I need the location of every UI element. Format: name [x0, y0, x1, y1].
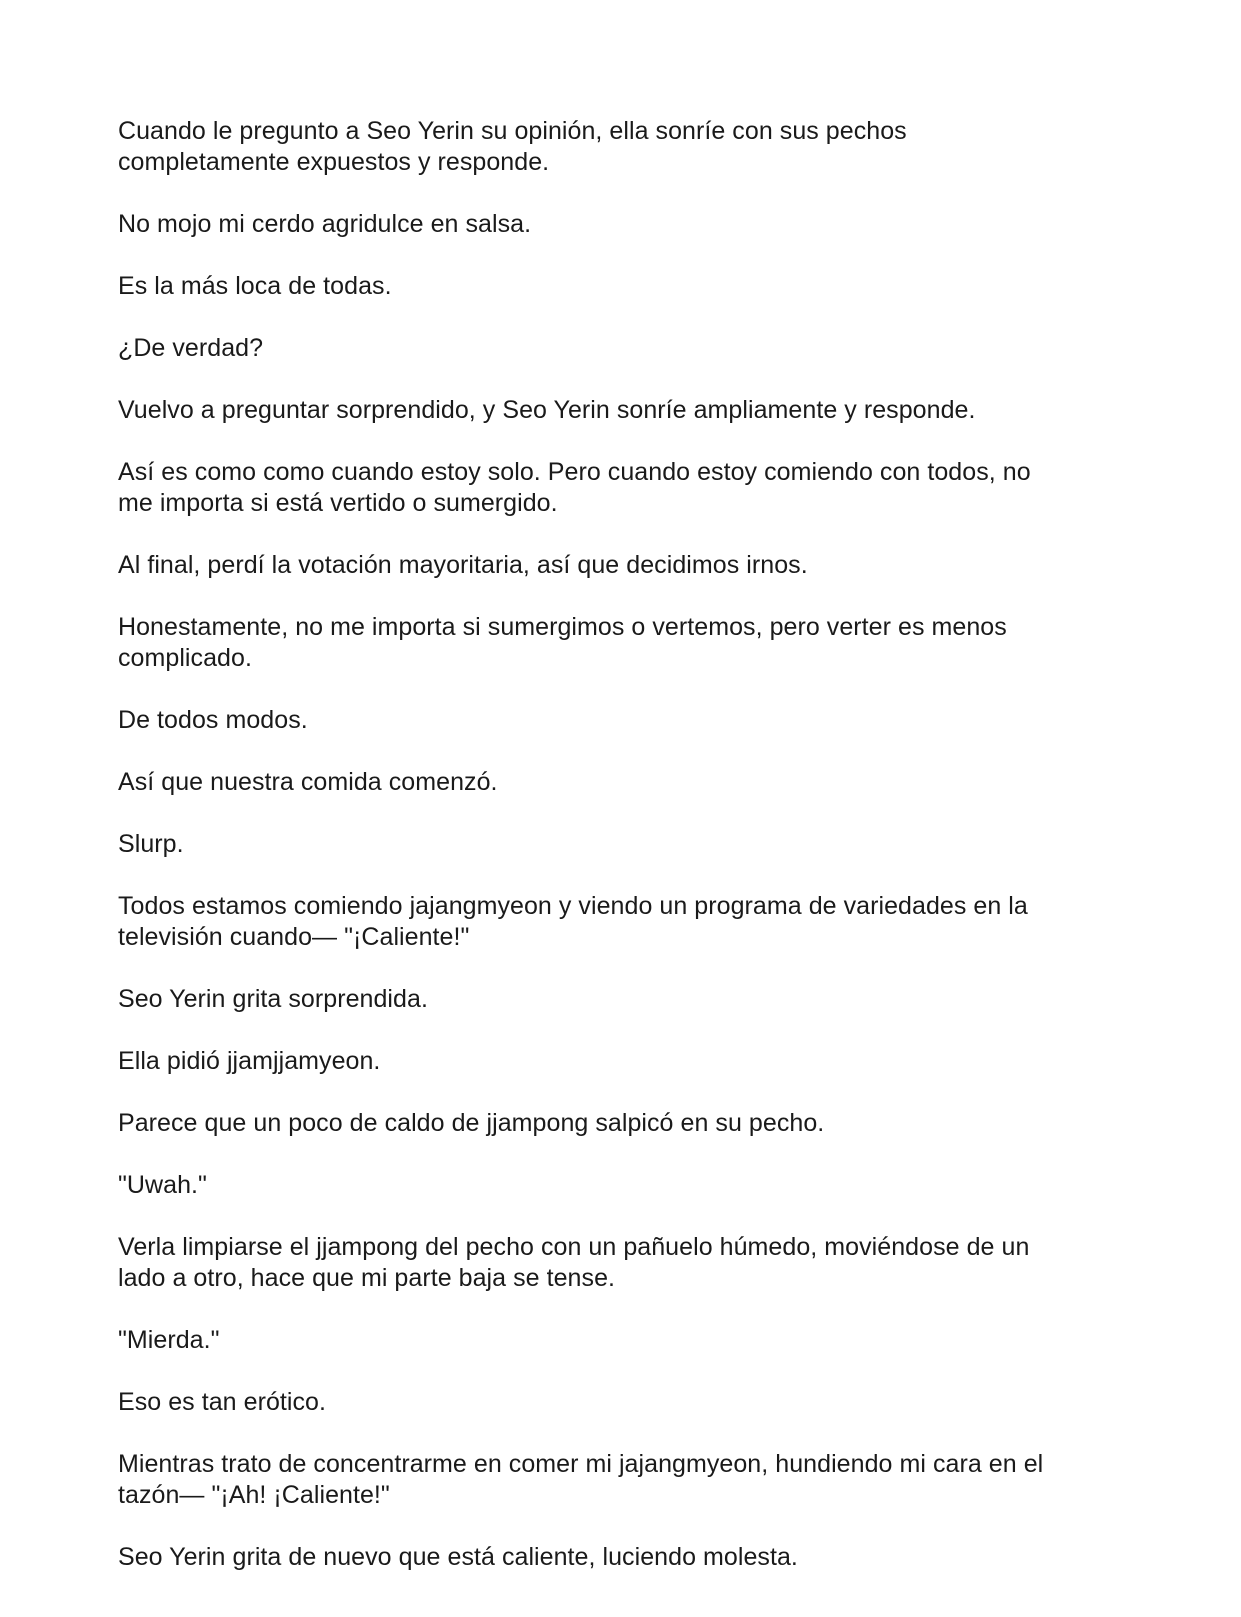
document-body — [118, 116, 1128, 1604]
paragraph: "Mierda." — [118, 1326, 220, 1354]
paragraph: Seo Yerin grita sorprendida. — [118, 985, 428, 1013]
paragraph: Slurp. — [118, 830, 184, 858]
paragraph: Seo Yerin grita de nuevo que está caliente, luciendo molesta. — [118, 1543, 798, 1571]
paragraph: Honestamente, no me importa si sumergimos o vertemos, pero verter es menos complicado. — [118, 613, 1007, 672]
paragraph: "Uwah." — [118, 1171, 207, 1199]
paragraph: Así que nuestra comida comenzó. — [118, 768, 498, 796]
paragraph: Ella pidió jjamjjamyeon. — [118, 1047, 381, 1075]
paragraph: No mojo mi cerdo agridulce en salsa. — [118, 210, 532, 238]
paragraph: Verla limpiarse el jjampong del pecho con un pañuelo húmedo, moviéndose de un lado a otro, hace que mi parte baja se tense. — [118, 1233, 1030, 1292]
paragraph: Mientras trato de concentrarme en comer mi jajangmyeon, hundiendo mi cara en el tazón— "¡Ah! ¡Caliente!" — [118, 1450, 1044, 1509]
paragraph: Vuelvo a preguntar sorprendido, y Seo Yerin sonríe ampliamente y responde. — [118, 396, 976, 424]
paragraph: Al final, perdí la votación mayoritaria, así que decidimos irnos. — [118, 551, 808, 579]
paragraph: Eso es tan erótico. — [118, 1388, 327, 1416]
paragraph: Cuando le pregunto a Seo Yerin su opinión, ella sonríe con sus pechos completamente expuestos y responde. — [118, 117, 907, 176]
paragraph: Todos estamos comiendo jajangmyeon y viendo un programa de variedades en la televisión cuando— "¡Caliente!" — [118, 892, 1028, 951]
paragraph: ¿De verdad? — [118, 334, 264, 362]
paragraph: Es la más loca de todas. — [118, 272, 392, 300]
paragraph: Así es como como cuando estoy solo. Pero cuando estoy comiendo con todos, no me importa si está vertido o sumergido. — [118, 458, 1031, 517]
paragraph: De todos modos. — [118, 706, 308, 734]
paragraph: Parece que un poco de caldo de jjampong salpicó en su pecho. — [118, 1109, 825, 1137]
